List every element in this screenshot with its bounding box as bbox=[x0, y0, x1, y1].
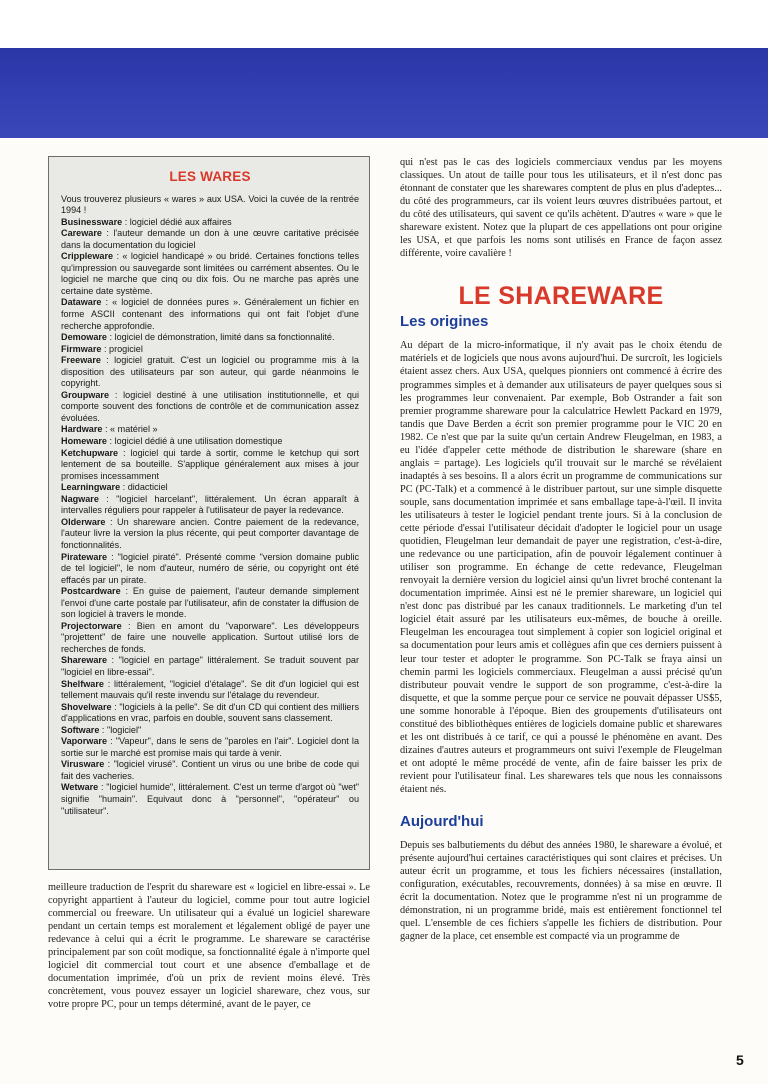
glossary-term: Dataware bbox=[61, 297, 102, 308]
sidebar-intro: Vous trouverez plusieurs « wares » aux USA. Voici la cuvée de la rentrée 1994 ! bbox=[61, 193, 359, 216]
glossary-term: Projectorware bbox=[61, 620, 122, 631]
glossary-entry bbox=[61, 355, 359, 390]
intro-paragraph: qui n'est pas le cas des logiciels commerciaux vendus par les moyens classiques. Un atout de taille pour tous les utilisateurs, et il n'est donc pas étonnant de constater que les sharewares comptent de plus en plus d'adeptes... du côté des programmeurs, car ils voient leurs œuvres distribuées partout, et du côté des utilisateurs, qui savent ce qu'ils achètent. D'autres « ware » que le shareware existent. Notez que la plupart de ces appellations ont pour origine les USA, et que parfois les noms sont utilisés en France de façon assez différente, voire cavalière ! bbox=[400, 157, 722, 260]
glossary-definition: : "logiciels à la pelle". Se dit d'un CD qui contient des milliers d'applications en vrac, parfois en double, souvent sans classement. bbox=[61, 701, 359, 724]
glossary-entry bbox=[61, 332, 359, 344]
glossary-entry bbox=[61, 251, 359, 297]
wares-sidebar bbox=[48, 156, 370, 870]
glossary-definition: : Un shareware ancien. Contre paiement de la redevance, l'auteur livre la version la plus récente, qui peut comporter davantage de fonctionnalités. bbox=[61, 516, 359, 550]
glossary-definition: : "logiciel piraté". Présenté comme "version domaine public de tel logiciel", le nom d'auteur, numéro de série, ou copyright ont été effacés par un pirate. bbox=[61, 551, 359, 585]
glossary-entry bbox=[61, 586, 359, 621]
glossary-entry bbox=[61, 494, 359, 517]
glossary-term: Nagware bbox=[61, 493, 99, 504]
glossary-term: Groupware bbox=[61, 389, 110, 400]
glossary-definition: : "logiciel harcelant", littéralement. Un écran apparaît à intervalles réguliers pour rappeler à l'utilisateur de payer la redevance. bbox=[61, 493, 359, 516]
glossary-definition: : "logiciel en partage" littéralement. Se traduit souvent par "logiciel en libre-essai". bbox=[61, 655, 359, 677]
glossary-term: Businessware bbox=[61, 216, 123, 227]
glossary-term: Careware bbox=[61, 228, 102, 239]
today-heading: Aujourd'hui bbox=[400, 813, 484, 831]
glossary-entry bbox=[61, 552, 359, 587]
header-color-band bbox=[0, 48, 768, 138]
glossary-definition: : logiciel destiné à une utilisation institutionnelle, et qui comporte souvent des fonctions de contrôle et de communication assez évoluées. bbox=[61, 389, 359, 423]
glossary-term: Vaporware bbox=[61, 736, 107, 747]
body-paragraph: meilleure traduction de l'esprit du shareware est « logiciel en libre-essai ». Le copyright appartient à l'auteur du logiciel, comme pour tout autre logiciel commercial ou freeware. Un utilisateur qui a évalué un logiciel shareware pendant un certain temps est moralement et légalement obligé de payer une redevance à celui qui a écrit le programme. Le shareware se caractérise principalement par son coût modique, sa fonctionnalité égale à n'importe quel logiciel dit commercial tout court et une absence d'emballage et de documentation imprimée, d'où un prix de revient moins élevé. Très concrètement, vous pouvez essayer un logiciel shareware, chez vous, sur votre propre PC, pour un temps déterminé, avant de le payer, ce bbox=[48, 882, 370, 1011]
right-column bbox=[400, 156, 722, 1061]
glossary-entry bbox=[61, 782, 359, 817]
glossary-definition: : "logiciel humide", littéralement. C'est un terme d'argot où "wet" signifie "humain". Equivaut donc à "personnel", "opérateur" ou "utilisateur". bbox=[61, 782, 359, 816]
glossary-term: Shovelware bbox=[61, 701, 112, 712]
glossary-term: Shelfware bbox=[61, 678, 104, 689]
glossary-term: Postcardware bbox=[61, 586, 121, 597]
glossary-term: Software bbox=[61, 724, 100, 735]
glossary-entry bbox=[61, 424, 359, 436]
glossary-definition: : logiciel dédié à une utilisation domestique bbox=[107, 436, 283, 447]
glossary-term: Virusware bbox=[61, 759, 105, 770]
glossary-entry bbox=[61, 725, 359, 737]
glossary-entry bbox=[61, 655, 359, 678]
glossary-definition: : littéralement, "logiciel d'étalage". Se dit d'un logiciel qui est tellement mauvais qu'il reste invendu sur l'étalage du revendeur. bbox=[61, 678, 359, 701]
glossary-entry bbox=[61, 736, 359, 759]
glossary-definition: : "Vapeur", dans le sens de "paroles en l'air". Logiciel dont la sortie sur le marché est promise mais qui tarde à venir. bbox=[61, 736, 359, 758]
glossary-term: Firmware bbox=[61, 343, 102, 354]
glossary-term: Wetware bbox=[61, 782, 99, 793]
top-margin bbox=[0, 0, 768, 48]
glossary-entry bbox=[61, 297, 359, 332]
today-paragraph: Depuis ses balbutiements du début des années 1980, le shareware a évolué, et présente aujourd'hui certaines caractéristiques qui sont claires et précises. Un auteur écrit un programme, et tous les fichiers nécessaires (installation, configuration, exécutables, recouvrements, données) à sa mise en œuvre. Il écrit la documentation. Notez que le programme n'est ni un programme de démonstration, ni un programme bridé, mais est entièrement fonctionnel tel quel. L'ensemble de ces fichiers s'appelle les fichiers de distribution. Pour gagner de la place, cet ensemble est compacté via un programme de bbox=[400, 840, 722, 943]
origins-heading: Les origines bbox=[400, 313, 489, 331]
page-number: 5 bbox=[736, 1052, 744, 1068]
glossary-definition: : logiciel qui tarde à sortir, comme le ketchup qui sort lentement de sa bouteille. S'applique généralement aux mises à jour promises incessamment bbox=[61, 447, 359, 481]
glossary-term: Ketchupware bbox=[61, 447, 119, 458]
glossary-definition: : l'auteur demande un don à une œuvre caritative précisée dans la documentation du logiciel bbox=[61, 228, 359, 250]
glossary-definition: : « logiciel handicapé » ou bridé. Certaines fonctions telles qu'impression ou sauvegarde sont limitées ou carrément absentes. Ou le logiciel ne marche que cinq ou dix fois. Ou ne marche pas après une certaine date système. bbox=[61, 251, 359, 296]
wares-glossary bbox=[61, 217, 359, 817]
glossary-term: Olderware bbox=[61, 516, 106, 527]
glossary-definition: : logiciel dédié aux affaires bbox=[122, 216, 232, 227]
glossary-entry bbox=[61, 621, 359, 656]
sidebar-title: LES WARES bbox=[169, 169, 251, 184]
glossary-entry bbox=[61, 344, 359, 356]
glossary-definition: : Bien en amont du "vaporware". Les développeurs "projettent" de faire une nouvelle application. Surtout utilisé lors de recherches de fonds. bbox=[61, 620, 359, 654]
glossary-term: Demoware bbox=[61, 332, 107, 343]
glossary-term: Homeware bbox=[61, 436, 107, 447]
left-column-text bbox=[48, 881, 370, 1065]
glossary-definition: : "logiciel" bbox=[99, 724, 142, 735]
glossary-term: Learningware bbox=[61, 482, 121, 493]
glossary-definition: : didacticiel bbox=[120, 482, 168, 493]
glossary-definition: : progiciel bbox=[101, 343, 143, 354]
glossary-term: Pirateware bbox=[61, 551, 108, 562]
glossary-definition: : « logiciel de données pures ». Généralement un fichier en forme ASCII contenant des informations qui ont fait l'objet d'une recherche approfondie. bbox=[61, 297, 359, 331]
glossary-entry bbox=[61, 436, 359, 448]
origins-paragraph: Au départ de la micro-informatique, il n'y avait pas le choix étendu de matériels et de logiciels que nous avons aujourd'hui. De surcroît, les logiciels étaient assez chers. Aux USA, quelques pionniers ont commencé à écrire des programmes simples et à demander aux utilisateurs de payer quelques sous si les programmes leur convenaient. Par exemple, Bob Ostrander a fait son premier programme shareware pour la calculatrice Hewlett Packard en 1979, tandis que Dave Berden a écrit son premier programme pour le VIC 20 en 1982. Ce n'est que par la suite qu'un certain Andrew Fleugelman, en 1983, a eu l'idée d'appeler cette méthode de distribution le shareware (share en anglais = partage). Les logiciels qu'il trouvait sur le marché se révélaient inadaptés à ses besoins. Il a alors écrit un programme de communications sur PC (PC-Talk) et a commencé à le distribuer partout, sur une simple disquette souple, sans documentation imprimée et sans emballage tape-à-l'œil. Il invita les utilisateurs à tester le logiciel pendant trente jours. Si à la conclusion de cette période d'essai l'utilisateur décidait d'adopter le logiciel pour un usage quotidien, Fleugelman leur demandait de payer une registration, c'est-à-dire, une redevance ou une participation, afin de pouvoir légalement continuer à utiliser son programme. En échange de cette redevance, Fleugelman renvoyait la dernière version du logiciel ainsi qu'un livret broché contenant la documentation imprimée. Ainsi est né le premier shareware, un logiciel qui n'est donc pas distribué par les canaux traditionnels. Le marketing d'un tel logiciel était assuré par les utilisateurs eux-mêmes, de bouche à oreille. Fleugelman les encouragea tout simplement à copier son logiciel original et sa documentation pour leurs amis et collègues afin que ces derniers puissent à leur tour tester et adopter le programme. Son PC-Talk se fraya ainsi un chemin parmi les logiciels commerciaux. Fleugelman a aussi précisé qu'un distributeur pouvait vendre le support de son programme, c'est-à-dire la disquette, et que la somme perçue pour ce service ne pouvait dépasser US$5, une somme honorable à l'époque. Bien des groupements d'utilisateurs ont constitué des bibliothèques entières de logiciels domaine public et sharewares et les ont distribués à ce tarif, ce qui a poussé le phénomène en avant. Des dizaines d'autres auteurs et programmeurs ont suivi l'exemple de Fleugelman et ont adopté le même procédé de vente, afin de faire baisser les prix de revient pour l'utilisateur final. Les sharewares tels que nous les connaissons étaient nés. bbox=[400, 340, 722, 795]
glossary-term: Shareware bbox=[61, 655, 108, 666]
glossary-entry bbox=[61, 448, 359, 483]
glossary-entry bbox=[61, 517, 359, 552]
glossary-term: Crippleware bbox=[61, 251, 114, 262]
glossary-definition: : logiciel gratuit. C'est un logiciel ou programme mis à la disposition des utilisateurs par son auteur, qui garde néanmoins le copyright. bbox=[61, 355, 359, 389]
glossary-definition: : « matériel » bbox=[102, 424, 158, 435]
glossary-definition: : En guise de paiement, l'auteur demande simplement l'envoi d'une carte postale par l'utilisateur, afin de constater la diffusion de son logiciel à travers le monde. bbox=[61, 586, 359, 620]
glossary-entry bbox=[61, 702, 359, 725]
glossary-term: Hardware bbox=[61, 424, 103, 435]
glossary-term: Freeware bbox=[61, 355, 101, 366]
glossary-entry bbox=[61, 228, 359, 251]
glossary-entry bbox=[61, 482, 359, 494]
section-title: LE SHAREWARE bbox=[458, 282, 664, 311]
glossary-entry bbox=[61, 679, 359, 702]
glossary-definition: : "logiciel virusé". Contient un virus ou une bribe de code qui fait des vacheries. bbox=[61, 759, 359, 781]
glossary-entry bbox=[61, 390, 359, 425]
glossary-entry bbox=[61, 759, 359, 782]
glossary-definition: : logiciel de démonstration, limité dans sa fonctionnalité. bbox=[107, 332, 335, 343]
glossary-entry bbox=[61, 217, 359, 229]
